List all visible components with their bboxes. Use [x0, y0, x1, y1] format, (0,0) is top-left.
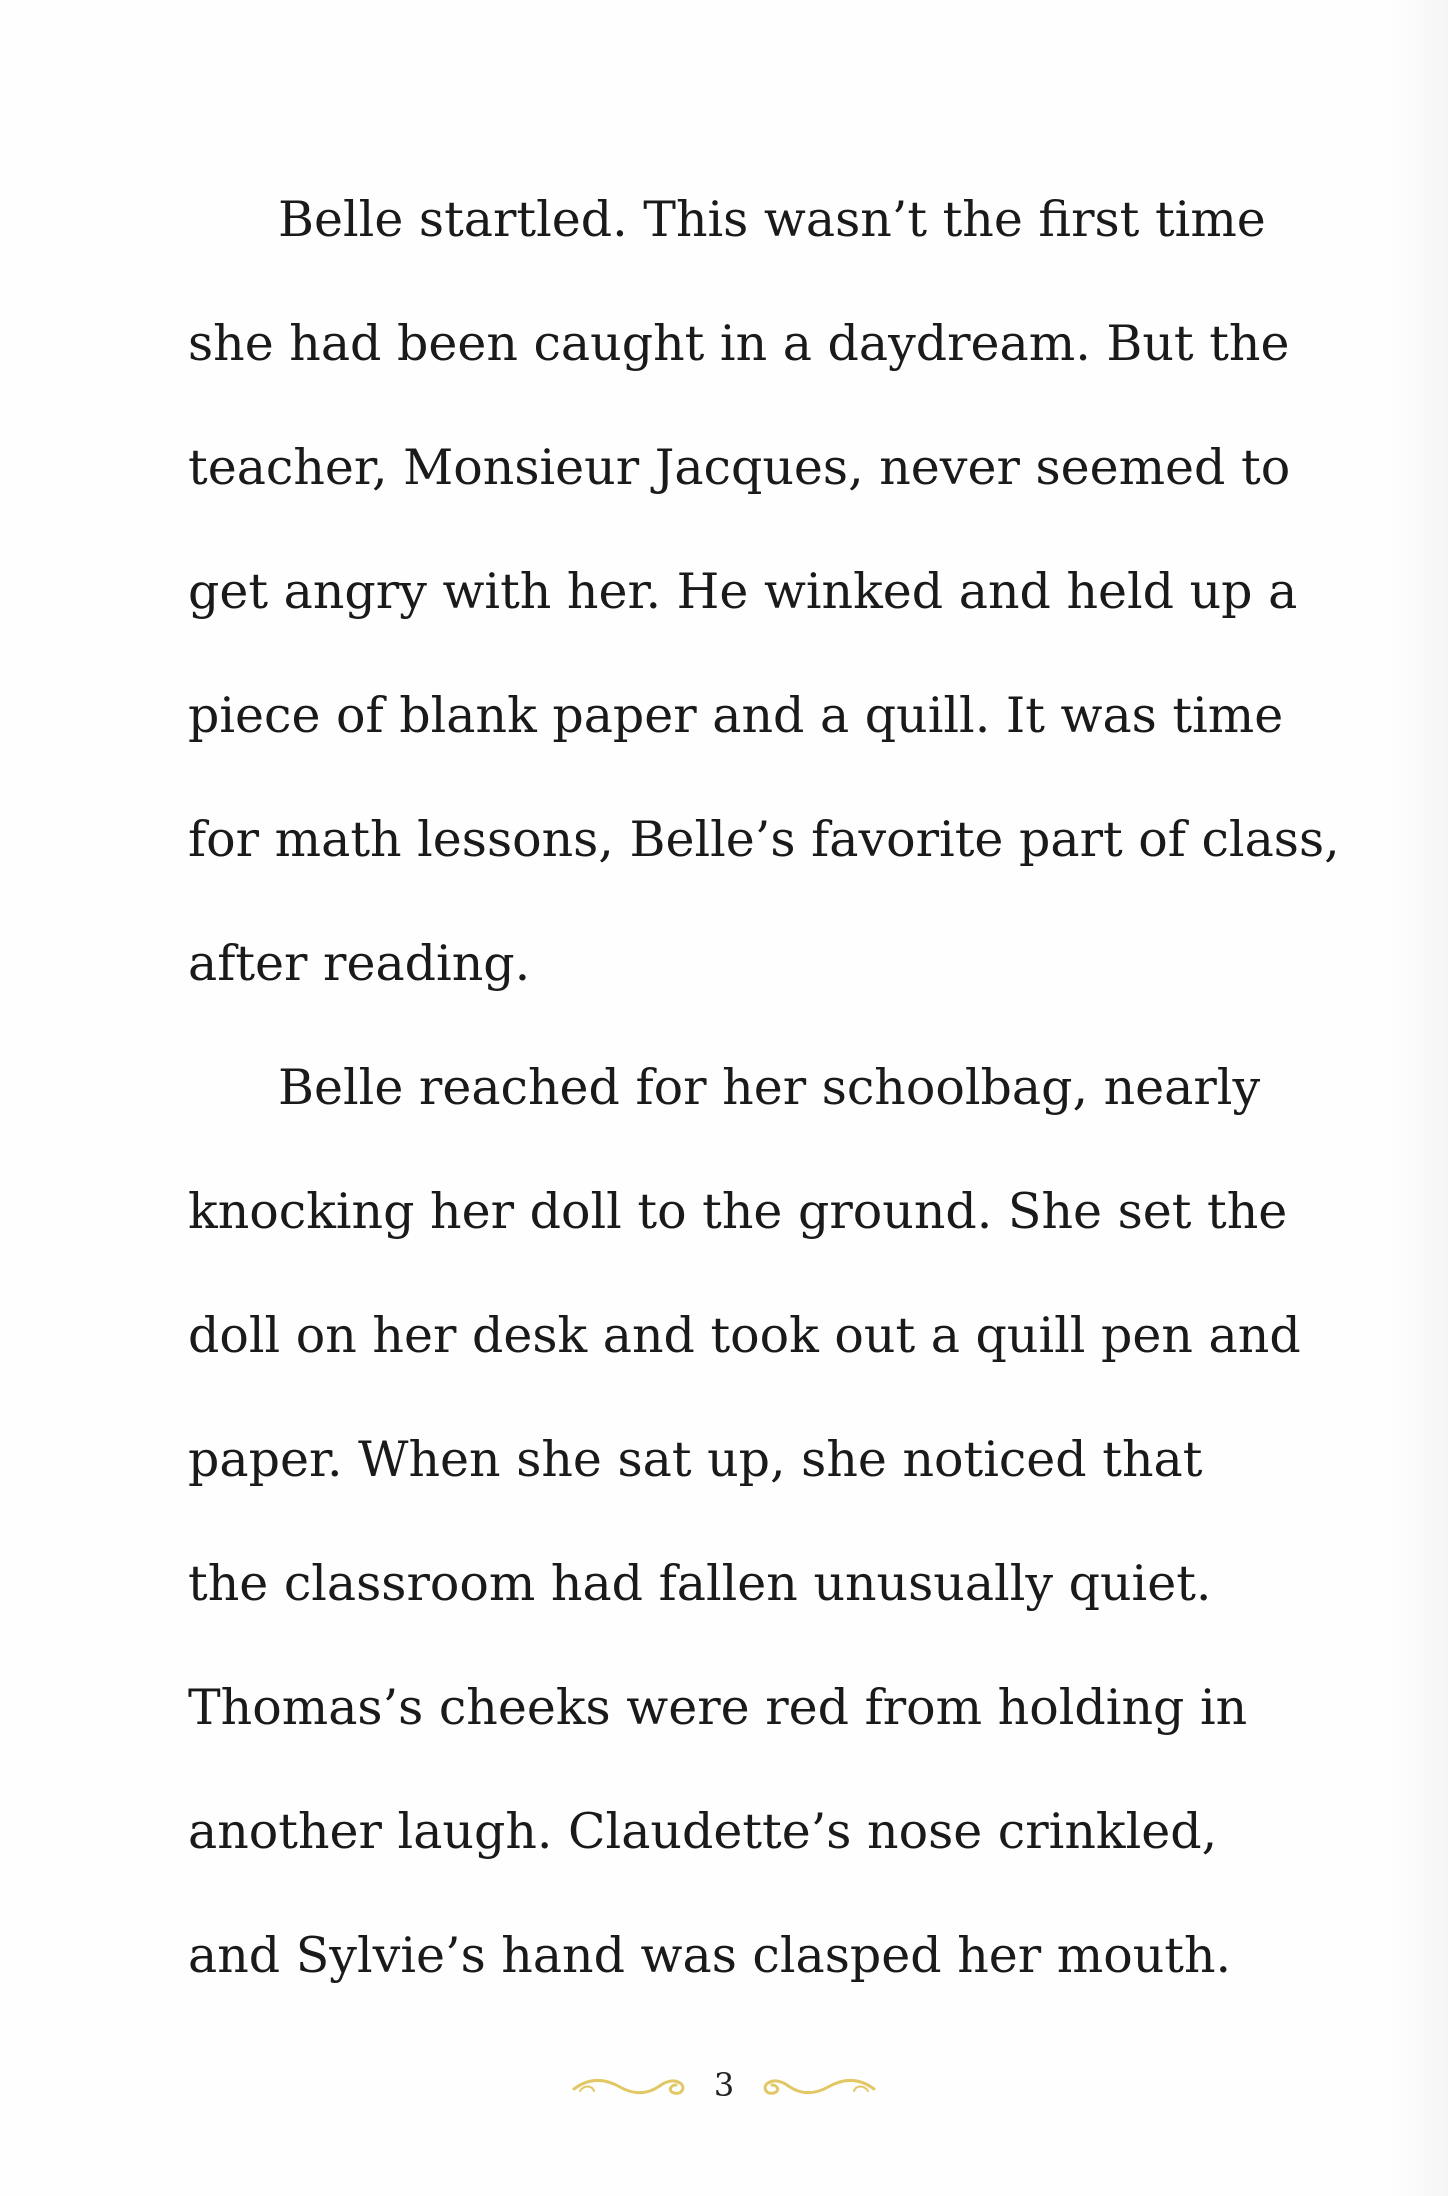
flourish-right-icon	[758, 2065, 878, 2105]
text-line: Belle reached for her schoolbag, nearly	[278, 1059, 1261, 1116]
text-line: the classroom had fallen unusually quiet.	[188, 1555, 1212, 1612]
text-line: another laugh. Claudette’s nose crinkled,	[188, 1803, 1218, 1860]
page-footer	[0, 2050, 1448, 2120]
text-line: after reading.	[188, 935, 531, 992]
text-line: paper. When she sat up, she noticed that	[188, 1431, 1203, 1488]
page-number: 3	[713, 2066, 735, 2104]
text-line: get angry with her. He winked and held up a	[188, 563, 1298, 620]
text-line: piece of blank paper and a quill. It was time	[188, 687, 1284, 744]
paragraph-1	[188, 158, 1340, 1026]
body-text	[188, 158, 1340, 2018]
text-line: teacher, Monsieur Jacques, never seemed to	[188, 439, 1291, 496]
text-line: doll on her desk and took out a quill pen and	[188, 1307, 1301, 1364]
text-line: Thomas’s cheeks were red from holding in	[188, 1679, 1248, 1736]
text-line: for math lessons, Belle’s favorite part of class,	[188, 811, 1340, 868]
scan-edge-shadow	[1388, 0, 1448, 2196]
paragraph-2	[188, 1026, 1301, 2018]
text-line: she had been caught in a daydream. But the	[188, 315, 1290, 372]
text-line: knocking her doll to the ground. She set the	[188, 1183, 1288, 1240]
text-line: and Sylvie’s hand was clasped her mouth.	[188, 1927, 1232, 1984]
text-line: Belle startled. This wasn’t the first time	[278, 191, 1266, 248]
flourish-left-icon	[570, 2065, 690, 2105]
